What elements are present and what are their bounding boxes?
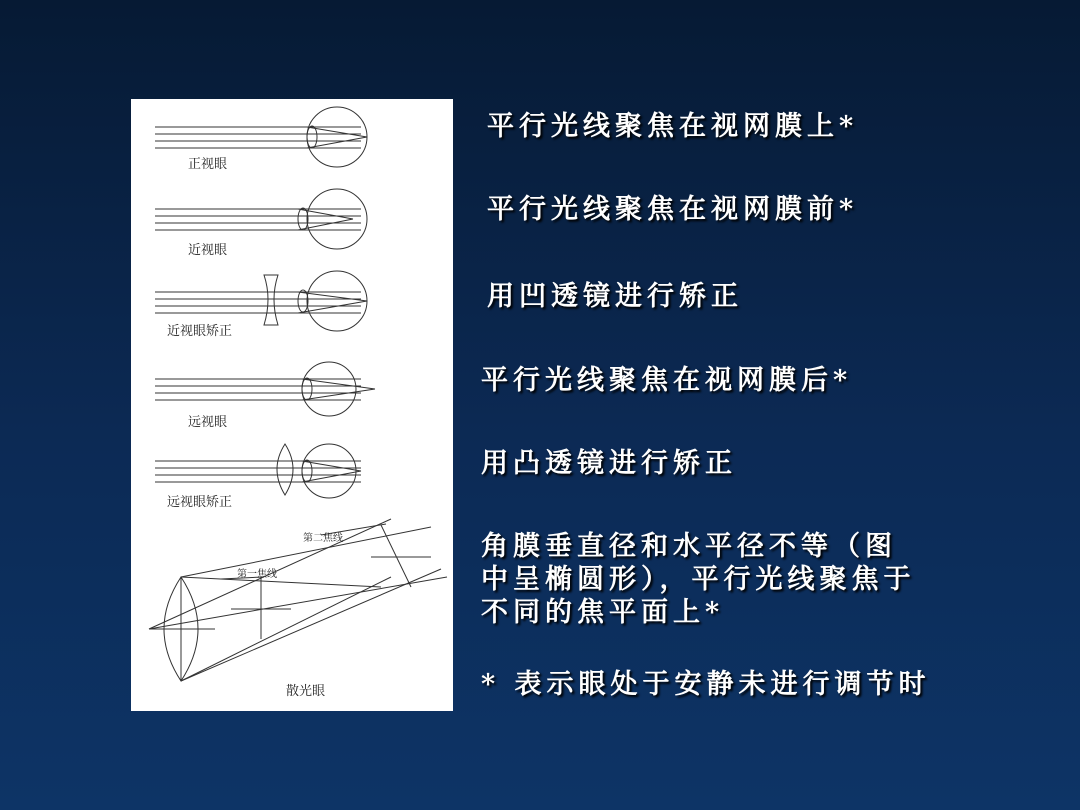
label-normal-eye: 正视眼: [188, 157, 228, 172]
note-myopia-fix: 用凹透镜进行矫正: [487, 281, 743, 312]
note-normal-eye: 平行光线聚焦在视网膜上*: [487, 111, 859, 142]
hyperopia-corrected-diagram: [155, 444, 361, 498]
footnote: * 表示眼处于安静未进行调节时: [481, 669, 931, 700]
myopia-diagram: [155, 189, 367, 249]
label-first-focal-line: 第一焦线: [237, 569, 277, 580]
label-myopia: 近视眼: [188, 243, 228, 258]
note-myopia: 平行光线聚焦在视网膜前*: [487, 194, 859, 225]
astigmatism-diagram: [149, 519, 447, 681]
label-astigmatism: 散光眼: [286, 684, 326, 699]
note-astigmatism: 角膜垂直径和水平径不等（图 中呈椭圆形），平行光线聚焦于 不同的焦平面上*: [481, 531, 916, 628]
normal-eye-diagram: [155, 107, 367, 167]
note-hyperopia-fix: 用凸透镜进行矫正: [481, 448, 737, 479]
label-hyperopia: 远视眼: [188, 415, 228, 430]
note-hyperopia: 平行光线聚焦在视网膜后*: [481, 365, 853, 396]
eye-refraction-figure: [131, 99, 453, 711]
eye-diagrams: [131, 99, 453, 711]
label-second-focal-line: 第二焦线: [303, 533, 343, 544]
label-hyperopia-corrected: 远视眼矫正: [167, 495, 233, 510]
hyperopia-diagram: [155, 362, 375, 416]
label-myopia-corrected: 近视眼矫正: [167, 324, 233, 339]
myopia-corrected-diagram: [155, 271, 367, 331]
